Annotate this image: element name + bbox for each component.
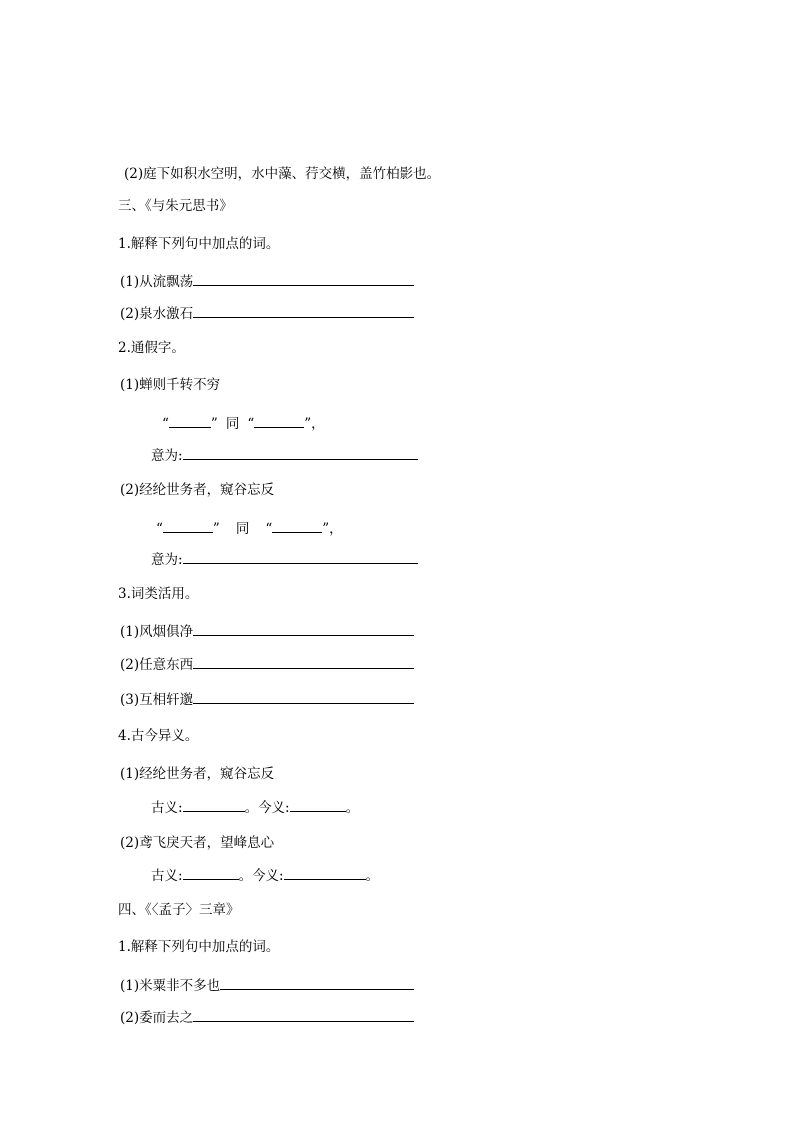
sec3-q3-item-3 (120, 690, 414, 709)
sec3-q4-item-1: (1)经纶世务者，窥谷忘反 (120, 766, 275, 782)
answer-blank[interactable] (193, 1008, 414, 1022)
tong-label: 同 (225, 416, 240, 432)
sec3-q1-item-1 (120, 272, 414, 291)
jin-yi-label: 今义: (258, 800, 290, 816)
item-text: (2)委而去之 (120, 1010, 194, 1026)
quote: ” (322, 521, 330, 537)
sec3-q4-item-1-answers (151, 798, 359, 817)
sec3-q1-heading: 1.解释下列句中加点的词。 (118, 236, 280, 252)
sec3-q2-heading: 2.通假字。 (118, 340, 185, 356)
answer-blank[interactable] (193, 690, 414, 704)
item-text: (1)风烟俱净 (120, 624, 194, 640)
comma: ， (329, 521, 343, 537)
period: 。 (244, 800, 259, 816)
answer-blank[interactable] (254, 414, 304, 428)
gu-yi-label: 古义: (151, 868, 183, 884)
quote: “ (162, 416, 169, 432)
sec3-q4-heading: 4.古今异义。 (118, 728, 199, 744)
item-text: (2)任意东西 (120, 657, 194, 673)
sec3-q2-item-1-meaning (151, 446, 418, 465)
sec3-q4-item-2: (2)鸢飞戾天者，望峰息心 (120, 835, 275, 851)
sec3-q3-heading: 3.词类活用。 (118, 586, 199, 602)
sec3-title: 三、《与朱元思书》 (118, 198, 233, 214)
answer-blank[interactable] (183, 550, 418, 564)
tong-label: 同 (235, 521, 250, 537)
sec3-q4-item-2-answers (151, 866, 379, 885)
answer-blank[interactable] (272, 519, 322, 533)
sec3-q2-item-2-tong (156, 519, 343, 538)
item-text: (1)从流飘荡 (120, 274, 194, 290)
quote: ” (210, 416, 218, 432)
period: 。 (238, 868, 253, 884)
sec2-question-2: (2)庭下如积水空明，水中藻、荇交横，盖竹柏影也。 (124, 166, 441, 182)
comma: ， (311, 416, 325, 432)
jin-yi-label: 今义: (252, 868, 284, 884)
answer-blank[interactable] (284, 866, 366, 880)
meaning-label: 意为: (151, 448, 183, 464)
quote: ” (212, 521, 220, 537)
sec3-q2-item-1: (1)蝉则千转不穷 (120, 377, 221, 393)
meaning-label: 意为: (151, 552, 183, 568)
sec4-q1-heading: 1.解释下列句中加点的词。 (118, 939, 280, 955)
sec3-q3-item-1 (120, 622, 414, 641)
period: 。 (345, 800, 360, 816)
item-text: (2)泉水激石 (120, 306, 194, 322)
sec3-q2-item-2-meaning (151, 550, 418, 569)
item-text: (3)互相轩邈 (120, 692, 194, 708)
quote: “ (265, 521, 273, 537)
period: 。 (365, 868, 380, 884)
answer-blank[interactable] (169, 414, 211, 428)
item-text: (1)米粟非不多也 (120, 978, 221, 994)
answer-blank[interactable] (290, 798, 346, 812)
answer-blank[interactable] (193, 622, 414, 636)
sec3-q1-item-2 (120, 304, 414, 323)
sec4-q1-item-1 (120, 976, 414, 995)
quote: “ (156, 521, 163, 537)
sec3-q2-item-1-tong (162, 414, 325, 433)
answer-blank[interactable] (183, 866, 239, 880)
sec3-q2-item-2: (2)经纶世务者，窥谷忘反 (120, 482, 275, 498)
sec3-q3-item-2 (120, 655, 414, 674)
answer-blank[interactable] (163, 519, 213, 533)
sec4-title: 四、《〈孟子〉三章》 (118, 902, 240, 918)
answer-blank[interactable] (183, 446, 418, 460)
answer-blank[interactable] (183, 798, 245, 812)
quote: “ (247, 416, 255, 432)
answer-blank[interactable] (220, 976, 414, 990)
quote: ” (304, 416, 312, 432)
gu-yi-label: 古义: (151, 800, 183, 816)
answer-blank[interactable] (193, 655, 414, 669)
sec4-q1-item-2 (120, 1008, 414, 1027)
answer-blank[interactable] (193, 304, 414, 318)
answer-blank[interactable] (193, 272, 414, 286)
